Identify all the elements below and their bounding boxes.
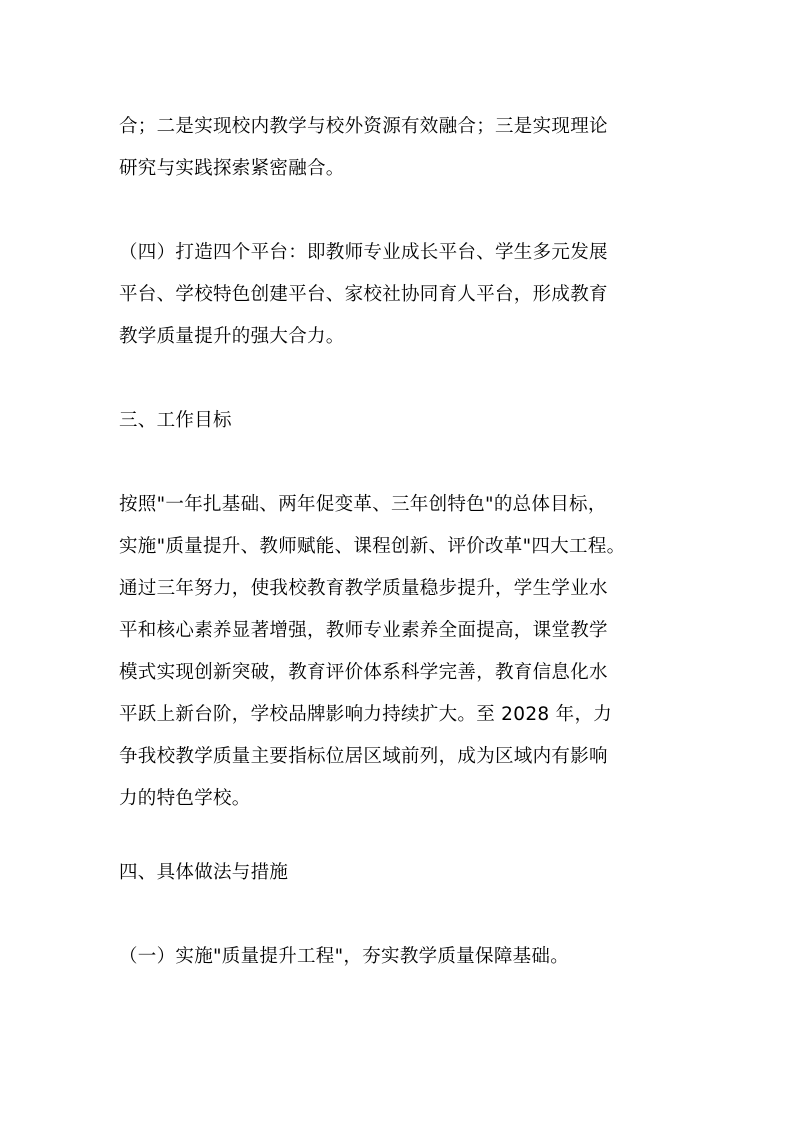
text-line: 平跃上新台阶，学校品牌影响力持续扩大。至 2028 年，力: [119, 704, 613, 725]
text-line: 模式实现创新突破，教育评价体系科学完善，教育信息化水: [119, 662, 608, 683]
text-line: 力的特色学校。: [119, 788, 251, 809]
text-line: 平和核心素养显著增强，教师专业素养全面提高，课堂教学: [119, 620, 608, 641]
text-line: 争我校教学质量主要指标位居区域前列，成为区域内有影响: [119, 746, 608, 767]
text-line: 通过三年努力，使我校教育教学质量稳步提升，学生学业水: [119, 578, 608, 599]
text-line: 按照"一年扎基础、两年促变革、三年创特色"的总体目标，: [119, 494, 607, 515]
text-line: 研究与实践探索紧密融合。: [119, 158, 345, 179]
text-line: 教学质量提升的强大合力。: [119, 326, 345, 347]
section-heading: 四、具体做法与措施: [119, 862, 289, 883]
text-line: 合；二是实现校内教学与校外资源有效融合；三是实现理论: [119, 116, 608, 137]
section-heading: 三、工作目标: [119, 410, 232, 431]
text-line: （四）打造四个平台：即教师专业成长平台、学生多元发展: [119, 242, 608, 263]
text-line: 平台、学校特色创建平台、家校社协同育人平台，形成教育: [119, 284, 608, 305]
text-line: （一）实施"质量提升工程"，夯实教学质量保障基础。: [119, 946, 570, 967]
text-line: 实施"质量提升、教师赋能、课程创新、评价改革"四大工程。: [119, 536, 626, 557]
